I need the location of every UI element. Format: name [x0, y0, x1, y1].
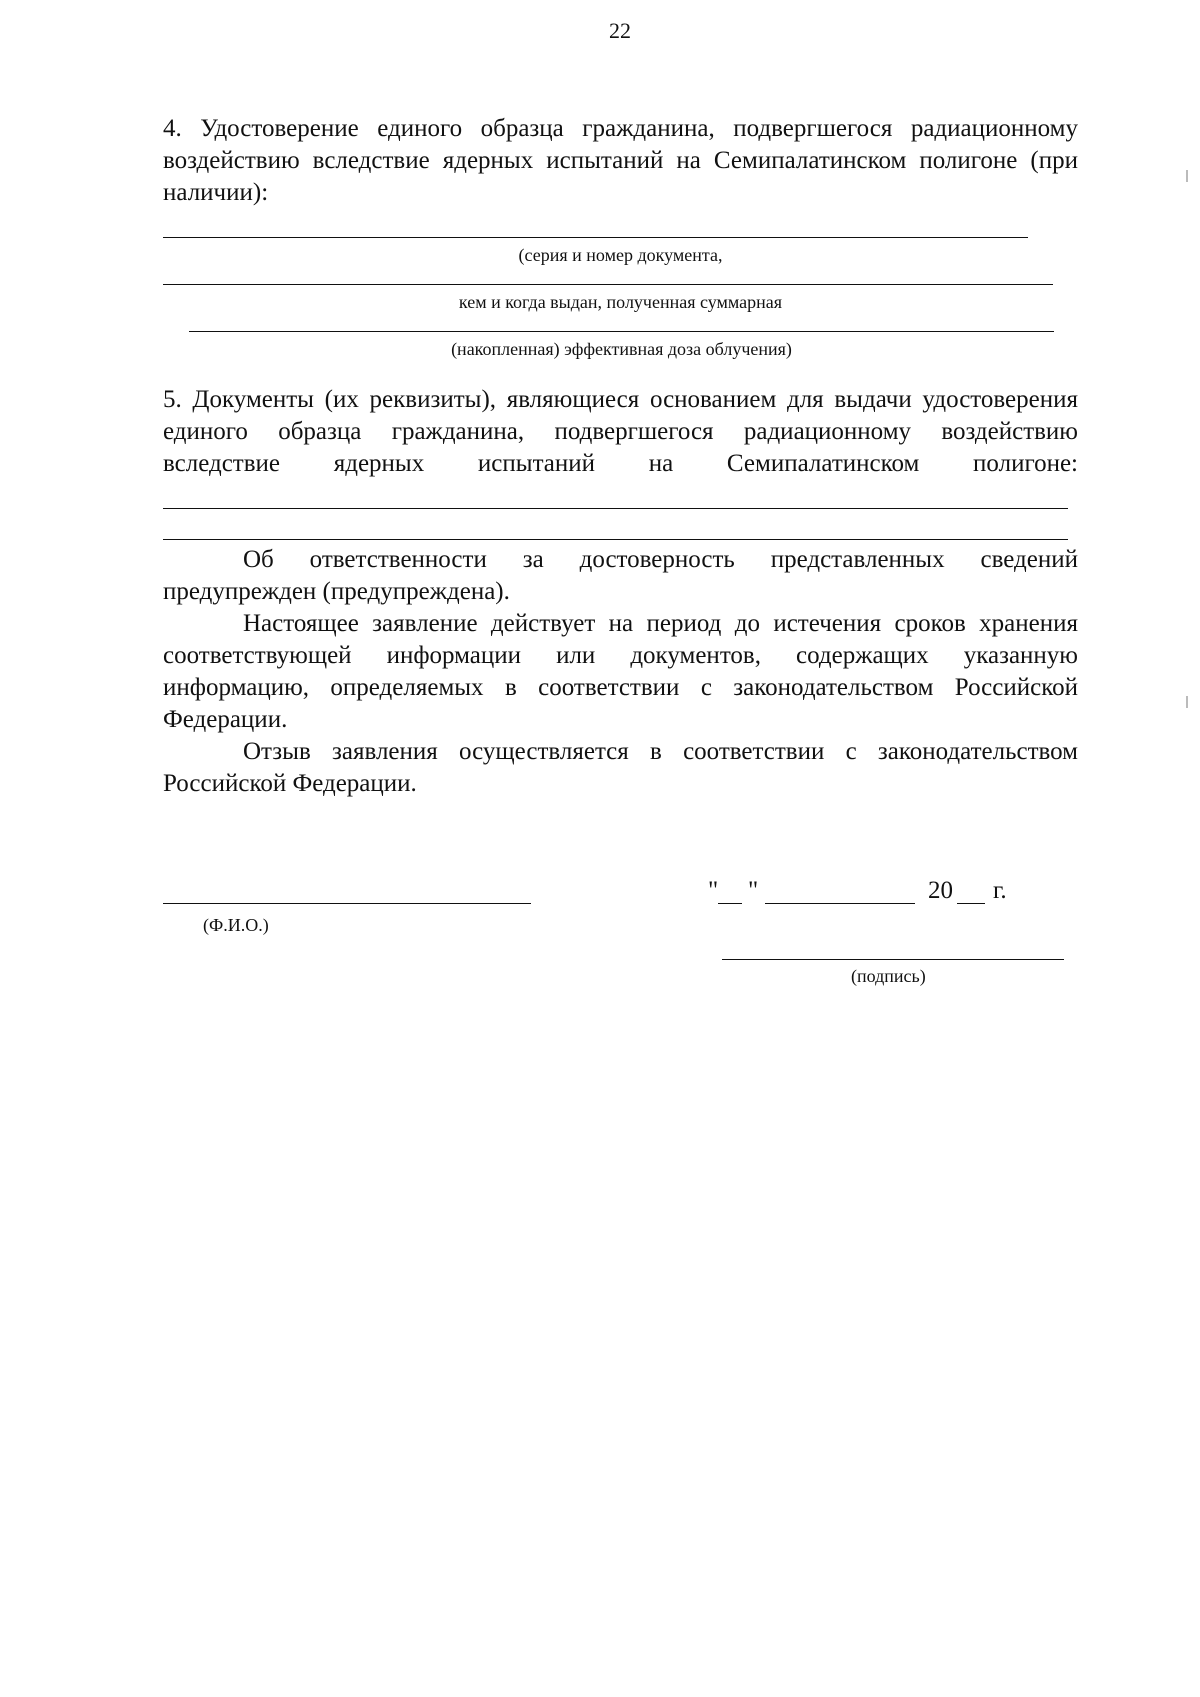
- scan-mark-2: [1186, 696, 1188, 708]
- section-4-fill-line-1: [163, 237, 1028, 238]
- date-year-suffix: г.: [993, 877, 1007, 904]
- section-5-text: 5. Документы (их реквизиты), являющиеся основанием для выдачи удостоверения единого образца гражданина, подвергшегося радиационному воздействию вследствие ядерных испытаний на Семипалатинском полигоне:: [163, 386, 1078, 477]
- date-month-line: [765, 903, 915, 904]
- section-4-fill-line-3: [189, 331, 1054, 332]
- scan-mark-1: [1186, 170, 1188, 182]
- signature-caption: (подпись): [851, 966, 926, 986]
- section-4-caption-1: (серия и номер документа,: [518, 245, 723, 265]
- section-4-caption-2: кем и когда выдан, полученная суммарная: [458, 292, 783, 312]
- date-quote-open: ": [708, 877, 719, 904]
- fio-caption: (Ф.И.О.): [203, 915, 269, 935]
- section-4-fill-line-2: [163, 284, 1053, 285]
- responsibility-statement: Об ответственности за достоверность представленных сведений предупрежден (предупреждена).: [163, 546, 1078, 605]
- section-4-caption-3: (накопленная) эффективная доза облучения): [451, 339, 792, 359]
- date-quote-close: ": [748, 877, 759, 904]
- date-year-prefix: 20: [928, 877, 953, 904]
- document-body: [163, 113, 1078, 800]
- section-4-text: 4. Удостоверение единого образца гражданина, подвергшегося радиационному воздействию вследствие ядерных испытаний на Семипалатинском полигоне (при наличии):: [163, 115, 1078, 206]
- page-number: 22: [609, 18, 631, 43]
- date-day-line: [718, 903, 742, 904]
- signature-line: [722, 959, 1064, 960]
- validity-statement: Настоящее заявление действует на период до истечения сроков хранения соответствующей информации или документов, содержащих указанную информацию, определяемых в соответствии с законодательством Российской Федерации.: [163, 610, 1078, 733]
- revocation-statement: Отзыв заявления осуществляется в соответствии с законодательством Российской Федерации.: [163, 738, 1078, 797]
- fio-line: [163, 903, 531, 904]
- date-year-line: [957, 903, 985, 904]
